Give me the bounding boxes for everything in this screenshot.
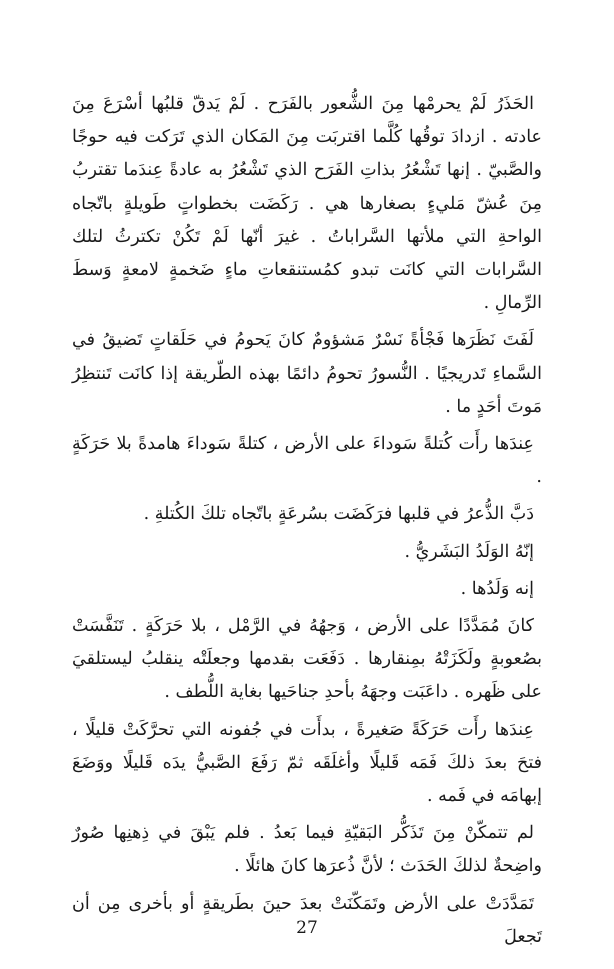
paragraph-1: الحَذَرُ لَمْ يحرمْها مِنَ الشُّعور بالفَرَح . لَمْ يَدقّ قلبُها أسْرَعَ مِنَ عادته . ازدادَ توقُها كُلَّما اقتربَت مِنَ المَكان الذي تَرَكت فيه حوجًا والصَّبيّ . إنها تَشْعُرُ بذاتِ الفَرَح الذي تَشْعُرُ به عادةً عِندَما تقتربُ مِنَ عُشّ مَليءٍ بصغارها هي . رَكَضَت بخطواتٍ طَويلةٍ باتّجاه الواحةِ التي ملأتها السَّراباتُ . غيرَ أنّها لَمْ تَكُنْ تكترثُ لتلك السَّرابات التي كانَت تبدو كمُستنقعاتِ ماءٍ ضَخمةٍ لامعةٍ وَسطَ الرِّمالِ . [72, 94, 542, 314]
paragraph-10: تَمَدَّدَتْ على الأرض وتَمَكّنَتْ بعدَ حينَ بطَريقةٍ أو بأخرى مِن أن تَجعلَ [72, 893, 542, 947]
page-number: 27 [296, 918, 318, 938]
paragraph-7: كانَ مُمَدَّدًا على الأرض ، وَجهُهُ في الرَّمْل ، بلا حَرَكَةٍ . تَنَفَّسَتْ بصُعوبةٍ ولَكَزَتْهُ بمِنقارها . دَفَعَت بقدمها وجعلَتْه ينقلبُ ليستلقيَ على ظَهره . داعَبَت وجهَهُ بأحدِ جناحَيها بغاية اللُّطف . [72, 616, 542, 703]
paragraph-3: عِندَها رأَت كُتلةً سَوداءَ على الأرض ، كتلةً سَوداءَ هامدةً بلا حَرَكَةٍ . [72, 434, 542, 488]
paragraph-6: إنه وَلَدُها . [460, 578, 534, 599]
paragraph-4: دَبَّ الذُّعرُ في قلبها فرَكَضَت بسُرعَةٍ باتّجاه تلكَ الكُتلةِ . [143, 504, 534, 525]
paragraph-2: لَفَتَ نَظَرَها فَجْأةً نَسْرٌ مَشؤومٌ كانَ يَحومُ في حَلَقاتٍ تَضيقُ في السَّماءِ تَدريجيًا . النُّسورُ تحومُ دائمًا بهذه الطّريقة إذا كانَت تَنتظِرُ مَوتَ أحَدٍ ما . [72, 330, 542, 417]
paragraph-5: إنّهُ الوَلَدُ البَشَريُّ . [404, 541, 534, 562]
body-text [72, 88, 542, 958]
paragraph-9: لم تتمكّنْ مِنَ تَذَكُّر البَقيّةِ فيما بَعدُ . فلم يَبْقَ في ذِهنِها صُورٌ واضِحةٌ لذلكَ الحَدَث ؛ لأنَّ ذُعرَها كانَ هائلًا . [72, 823, 542, 877]
paragraph-8: عِندَها رأَت حَرَكَةً صَغيرةً ، بدأَت في جُفونه التي تحرَّكَتْ قليلًا ، فتحَ بعدَ ذلكَ فَمَه قَليلًا وأغلَقَه ثمّ رَفَعَ الصَّبيُّ يدَه قَليلًا ووَضَعَ إبهامَه في فَمه . [72, 719, 542, 807]
